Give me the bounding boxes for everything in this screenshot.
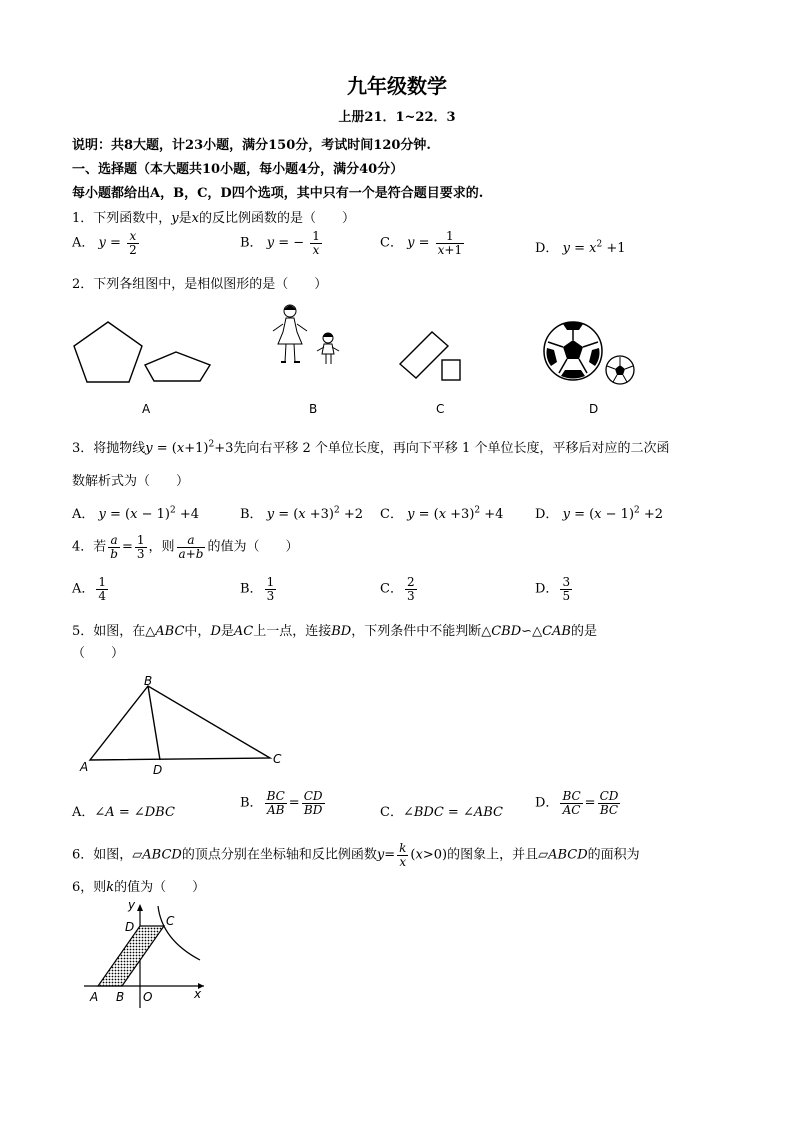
- option-label-b[interactable]: B: [309, 402, 318, 416]
- question-1-option-a[interactable]: A． y = $\frac{x}{2}$: [72, 229, 137, 257]
- question-5-option-d[interactable]: D． $\frac{BC}{AC}$ = $\frac{CD}{BC}$: [535, 789, 619, 817]
- question-3-stem-cont: 数解析式为（ ）: [72, 474, 190, 489]
- page-title: 九年级数学: [347, 74, 447, 98]
- question-4-option-a[interactable]: A． $\frac{1}{4}$: [72, 575, 107, 603]
- question-1-stem: 1．下列函数中，y是x的反比例函数的是（ ）: [72, 211, 356, 226]
- option-label-a[interactable]: A: [142, 402, 151, 416]
- question-5-paren: （ ）: [72, 646, 125, 661]
- vertex-label-b: B: [116, 990, 125, 1004]
- figure-soccer-balls: [543, 318, 638, 388]
- instructions: 说明：共8大题，计23小题，满分150分，考试时间120分钟.: [72, 138, 431, 153]
- figure-rectangles: [396, 326, 471, 386]
- question-1-option-c[interactable]: C． y = $\frac{1}{x+1}$: [380, 229, 463, 257]
- question-3-stem: 3．将抛物线$y = (x+1)^2+3$先向右平移 2 个单位长度，再向下平移 1 个单位长度，平移后对应的二次函: [72, 439, 670, 456]
- figure-triangle-abc: [78, 672, 298, 782]
- figure-pentagons: [72, 318, 217, 388]
- question-1-option-d[interactable]: D． $y = x^2 +1$: [535, 239, 626, 256]
- question-3-option-c[interactable]: C． $y = (x +3)^2 +4$: [380, 505, 504, 522]
- section-heading: 一、选择题（本大题共10小题，每小题4分，满分40分）: [72, 162, 404, 177]
- figure-girls: [270, 302, 350, 372]
- question-4-option-d[interactable]: D． $\frac{3}{5}$: [535, 575, 571, 603]
- question-3-option-a[interactable]: A． $y = (x - 1)^2 +4$: [72, 505, 199, 522]
- vertex-label-a: A: [80, 760, 89, 774]
- axis-label-x: x: [194, 987, 202, 1001]
- option-label-c[interactable]: C: [436, 402, 445, 416]
- vertex-label-d: D: [153, 763, 163, 777]
- question-5-option-b[interactable]: B． $\frac{BC}{AB}$ = $\frac{CD}{BD}$: [240, 789, 323, 817]
- vertex-label-a: A: [90, 990, 99, 1004]
- question-2-stem: 2．下列各组图中，是相似图形的是（ ）: [72, 277, 328, 292]
- origin-label: O: [143, 990, 153, 1004]
- axis-label-y: y: [128, 898, 136, 912]
- question-4-stem: 4．若 $\frac{a}{b}$ = $\frac{1}{3}$ ，则 $\frac{a}{a+b}$ 的值为（ ）: [72, 533, 299, 561]
- section-note: 每小题都给出A，B，C，D四个选项，其中只有一个是符合题目要求的.: [72, 186, 484, 201]
- question-3-option-b[interactable]: B． $y = (x +3)^2 +2$: [240, 505, 364, 522]
- question-1-option-b[interactable]: B． y = − $\frac{1}{x}$: [240, 229, 320, 257]
- question-5-stem: 5．如图，在△ABC中，D是AC上一点，连接BD，下列条件中不能判断△CBD∽△CAB的是: [72, 624, 597, 639]
- question-4-option-c[interactable]: C． $\frac{2}{3}$: [380, 575, 415, 603]
- question-6-stem: 6．如图，▱ABCD的顶点分别在坐标轴和反比例函数y= $\frac{k}{x}$ (x>0)的图象上，并且▱ABCD的面积为: [72, 841, 640, 869]
- question-3-option-d[interactable]: D． $y = (x - 1)^2 +2$: [535, 505, 664, 522]
- option-label-d[interactable]: D: [589, 402, 599, 416]
- question-6-stem-cont: 6，则k的值为（ ）: [72, 880, 206, 895]
- vertex-label-d: D: [125, 920, 135, 934]
- vertex-label-b: B: [144, 674, 153, 688]
- page-subtitle: 上册21．1~22．3: [338, 110, 456, 125]
- question-5-option-c[interactable]: C．∠BDC = ∠ABC: [380, 805, 503, 820]
- question-5-option-a[interactable]: A．∠A = ∠DBC: [72, 805, 175, 820]
- question-4-option-b[interactable]: B． $\frac{1}{3}$: [240, 575, 275, 603]
- vertex-label-c: C: [273, 752, 282, 766]
- vertex-label-c: C: [166, 914, 175, 928]
